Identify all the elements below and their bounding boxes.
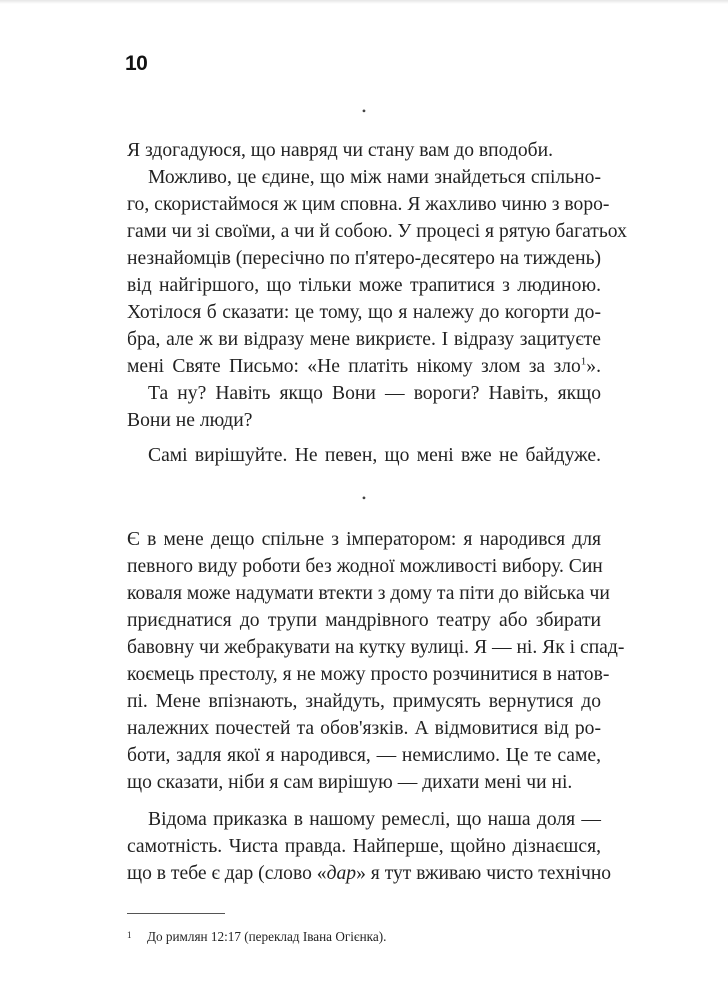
text-line: Вони не люди? (127, 410, 253, 431)
text-line: приєднатися до трупи мандрівного театру або збирати (127, 610, 601, 631)
footnote-text: До римлян 12:17 (переклад Івана Огієнка). (147, 929, 387, 944)
quote-text: мені Святе Письмо: «Не платіть нікому злом за зло (127, 356, 581, 377)
text-line: го, скористаймося ж цим сповна. Я жахливо чиню з воро- (127, 194, 610, 215)
footnote-divider (127, 913, 225, 914)
section-ornament: • (361, 104, 367, 118)
text-segment: » я тут вживаю чисто технічно (356, 863, 612, 884)
text-line: Я здогадуюся, що навряд чи стану вам до вподоби. (127, 140, 554, 161)
text-line: Можливо, це єдине, що між нами знайдеться спільно- (148, 167, 601, 188)
text-line: гами чи зі своїми, а чи й собою. У процесі я рятую багатьох (127, 221, 627, 242)
page-top-edge (0, 0, 728, 4)
text-line: Та ну? Навіть якщо Вони — вороги? Навіть, якщо (148, 383, 601, 404)
text-line: бра, але ж ви відразу мене викриєте. І відразу зацитуєте (127, 329, 601, 350)
text-line-with-italic (127, 860, 612, 887)
text-line: що сказати, ніби я сам вирішую — дихати мені чи ні. (127, 772, 573, 793)
quote-close: ». (586, 356, 601, 377)
text-segment: що в тебе є дар (слово « (127, 863, 327, 884)
text-line: боти, задля якої я народився, — немислимо. Це те саме, (127, 745, 601, 766)
text-line: бавовну чи жебракувати на кутку вулиці. Я — ні. Як і спад- (127, 637, 625, 658)
section-ornament: • (361, 491, 367, 505)
text-line: Хотілося б сказати: це тому, що я належу до когорти до- (127, 302, 601, 323)
text-line: Відома приказка в нашому ремеслі, що наша доля — (148, 809, 601, 830)
text-line: коємець престолу, я не можу просто розчинитися в натов- (127, 664, 610, 685)
text-line: самотність. Чиста правда. Найперше, щойно дізнаєшся, (127, 836, 601, 857)
text-line: Є в мене дещо спільне з імператором: я народився для (127, 529, 601, 550)
text-line: незнайомців (пересічно по п'ятеро-десятеро на тиждень) (127, 248, 602, 269)
text-line: коваля може надумати втекти з дому та піти до війська чи (127, 583, 610, 604)
footnote (127, 926, 601, 946)
text-line: пі. Мене впізнають, знайдуть, примусять вернутися до (127, 691, 601, 712)
footnote-marker: 1 (127, 930, 132, 940)
text-line: належних почестей та обов'язків. А відмовитися від ро- (127, 718, 601, 739)
italic-word: дар (326, 863, 357, 884)
text-line-with-footnote (127, 353, 601, 380)
text-line: від найгіршого, що тільки може трапитися з людиною. (127, 275, 601, 296)
text-line: певного виду роботи без жодної можливості вибору. Син (127, 556, 603, 577)
page-number: 10 (125, 52, 148, 75)
text-line: Самі вирішуйте. Не певен, що мені вже не байдуже. (148, 445, 601, 466)
footnote-reference[interactable]: 1 (580, 355, 587, 368)
